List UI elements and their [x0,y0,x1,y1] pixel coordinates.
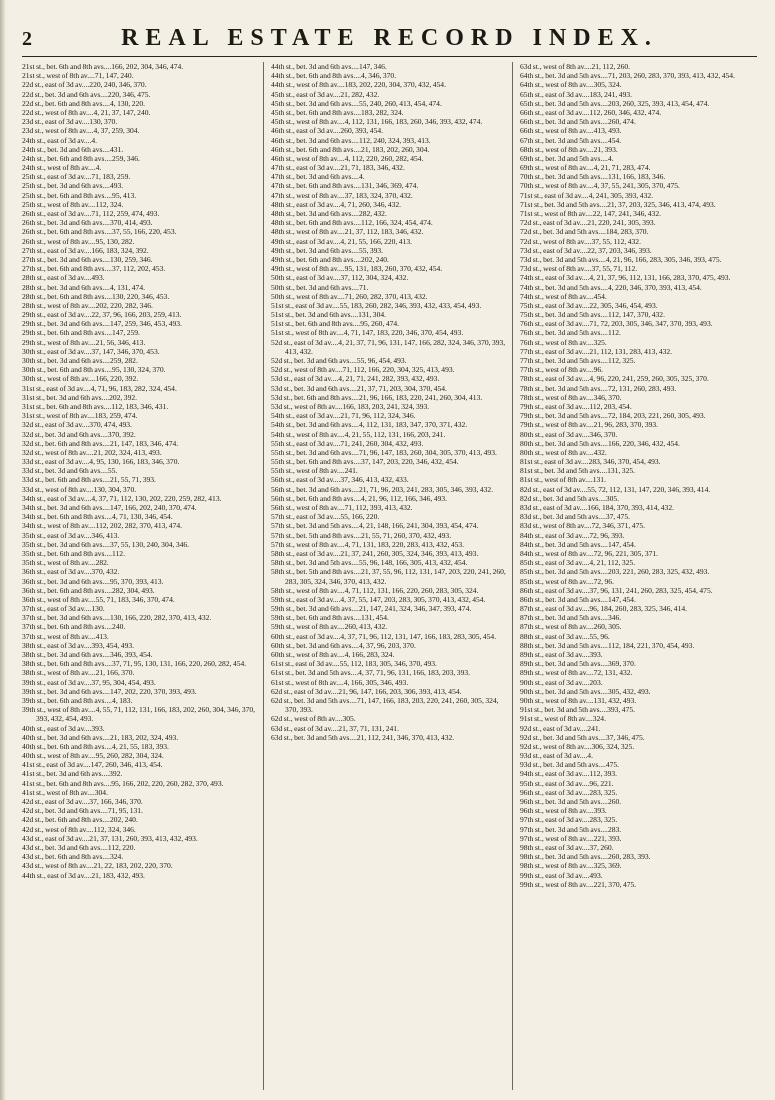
index-entry: 43d st., east of 3d av....21, 37, 131, 260, 393, 413, 432, 493. [22,833,198,843]
index-entry: 48th st., west of 8th av....21, 37, 112, 183, 346, 432. [271,227,424,237]
index-entry: 73d st., bet. 3d and 5th avs....4, 21, 96, 166, 283, 305, 346, 393, 475. [520,254,722,264]
index-entry: 39th st., bet. 3d and 6th avs....147, 202, 220, 370, 393, 493. [22,686,197,696]
index-entry: 43d st., bet. 3d and 6th avs....112, 220. [22,842,136,852]
index-entry: 96th st., west of 8th av....393. [520,806,607,816]
index-entry: 65th st., bet. 3d and 5th avs....203, 260, 325, 393, 413, 454, 474. [520,98,710,108]
index-entry: 99th st., east of 3d av....493. [520,870,603,880]
index-entry: 74th st., bet. 3d and 5th avs....4, 220, 346, 370, 393, 413, 454. [520,282,702,292]
page-number: 2 [22,28,32,50]
index-entry: 55th st., bet. 3d and 6th avs....71, 96, 147, 183, 260, 304, 305, 370, 413, 493. [271,447,497,457]
index-entry: 37th st., east of 3d av....130. [22,604,105,614]
index-entry: 25th st., bet. 6th and 8th avs....95, 413. [22,190,137,200]
index-entry: 38th st., bet. 6th and 8th avs....37, 71, 95, 130, 131, 166, 220, 260, 282, 454. [22,659,247,669]
index-entry: 85th st., east of 3d av....4, 21, 112, 325. [520,558,636,568]
index-entry: 46th st., east of 3d av....260, 393, 454. [271,126,383,136]
index-entry: 69th st., bet. 3d and 5th avs....4. [520,153,614,163]
index-entry: 92d st., west of 8th av....306, 324, 325. [520,741,635,751]
index-entry: 94th st., east of 3d av....112, 393. [520,769,618,779]
index-entry: 49th st., west of 8th av....95, 131, 183, 260, 370, 432, 454. [271,264,443,274]
index-columns [22,62,761,1090]
index-entry: 25th st., east of 3d av....71, 183, 259. [22,172,131,182]
index-entry: 26th st., east of 3d av....71, 112, 259, 474, 493. [22,209,160,218]
index-entry: 36th st., east of 3d av....370, 432. [22,567,120,577]
page-edge-shadow [0,0,6,1100]
index-entry: 88th st., east of 3d av....55, 96. [520,631,610,641]
index-entry: 34th st., west of 8th av....112, 202, 282, 370, 413, 474. [22,521,182,531]
index-entry: 32d st., west of 8th av....21, 202, 324, 413, 493. [22,447,162,457]
index-entry: 52d st., west of 8th av....71, 112, 166, 220, 304, 325, 413, 493. [271,365,455,375]
index-entry: 85th st., bet. 3d and 5th avs....203, 221, 260, 283, 325, 432, 493. [520,567,710,577]
index-entry: 46th st., west of 8th av....4, 112, 220, 260, 282, 454. [271,153,424,163]
index-entry: 42d st., west of 8th av....112, 324, 346. [22,824,136,834]
index-entry: 99th st., west of 8th av....221, 370, 475. [520,879,637,889]
index-entry: 42d st., east of 3d av....37, 166, 346, 370. [22,797,143,806]
index-entry: 41st st., bet. 3d and 6th avs....392. [22,769,123,779]
index-entry: 47th st., east of 3d av....21, 71, 183, 346, 432. [271,163,405,173]
index-entry: 51st st., bet. 6th and 8th avs....95, 260, 474. [271,319,400,329]
index-entry: 90th st., bet. 3d and 5th avs....305, 432, 493. [520,686,651,696]
index-entry: 53d st., bet. 3d and 6th avs....21, 37, 71, 203, 304, 370, 454. [271,383,447,393]
index-entry: 87th st., bet. 3d and 5th avs....346. [520,613,622,623]
index-entry: 96th st., east of 3d av....283, 325. [520,787,618,797]
index-entry: 49th st., bet. 6th and 8th avs....202, 240. [271,254,389,264]
index-entry: 88th st., bet. 3d and 5th avs....112, 184, 221, 370, 454, 493. [520,640,695,650]
index-entry: 45th st., east of 3d av....21, 282, 432. [271,89,380,99]
index-entry: 31st st., bet. 3d and 6th avs....202, 392. [22,392,138,402]
index-column-3 [512,62,761,1090]
index-entry: 58th st., bet. 3d and 5th avs....55, 96, 148, 166, 305, 413, 432, 454. [271,558,468,568]
index-entry: 61st st., east of 3d av....55, 112, 183, 305, 346, 370, 493. [271,659,437,669]
index-entry: 43d st., west of 8th av....21, 22, 183, 202, 220, 370. [22,861,173,871]
index-entry: 55th st., west of 8th av....241. [271,466,358,476]
index-entry: 97th st., bet. 3d and 5th avs....283. [520,824,622,834]
index-entry: 70th st., west of 8th av....4, 37, 55, 241, 305, 370, 475. [520,181,680,191]
index-entry: 28th st., west of 8th av....202, 220, 282, 346. [22,300,153,310]
index-entry: 41st st., east of 3d av....147, 260, 346, 413, 454. [22,760,163,770]
index-entry: 27th st., bet. 6th and 8th avs....37, 112, 202, 453. [22,264,166,274]
index-entry: 28th st., bet. 3d and 6th avs....4, 131, 474. [22,282,145,292]
index-entry: 91st st., bet. 3d and 5th avs....393, 475. [520,705,636,715]
index-entry: 53d st., east of 3d av....4, 21, 71, 241, 282, 393, 432, 493. [271,374,440,384]
index-entry: 52d st., bet. 3d and 6th avs....55, 96, 454, 493. [271,356,407,365]
index-entry: 73d st., west of 8th av....37, 55, 71, 112. [520,264,638,274]
index-entry: 76th st., east of 3d av....71, 72, 203, 305, 346, 347, 370, 393, 493. [520,319,713,329]
index-entry: 34th st., east of 3d av....4, 37, 71, 112, 130, 202, 220, 259, 282, 413. [22,493,222,503]
index-entry: 44th st., bet. 3d and 6th avs....147, 346. [271,62,387,71]
index-entry: 27th st., bet. 3d and 6th avs....130, 259, 346. [22,254,153,264]
index-entry: 22d st., west of 8th av....4, 21, 37, 147, 240. [22,107,151,117]
index-entry: 31st st., west of 8th av....183, 259, 474. [22,411,138,421]
index-entry: 23d st., east of 3d av....130, 370. [22,117,118,127]
index-entry: 21st st., bet. 6th and 8th avs....166, 202, 304, 346, 474. [22,62,184,71]
index-entry: 84th st., west of 8th av....72, 96, 221, 305, 371. [520,548,659,558]
index-entry: 66th st., bet. 3d and 5th avs....260, 474. [520,117,636,127]
index-entry: 28th st., east of 3d av....493. [22,273,105,283]
index-entry: 39th st., west of 8th av....4, 55, 71, 112, 131, 166, 183, 202, 260, 304, 346, 370, 393, 432, 454, 493. [22,705,256,724]
index-entry: 54th st., east of 3d av....21, 71, 96, 112, 324, 346. [271,411,416,421]
index-entry: 83d st., east of 3d av....166, 184, 370, 393, 414, 432. [520,503,674,512]
index-entry: 77th st., east of 3d av....21, 112, 131, 283, 413, 432. [520,346,673,356]
index-entry: 85th st., west of 8th av....72, 96. [520,576,614,586]
index-entry: 74th st., west of 8th av....454. [520,291,607,301]
index-entry: 22d st., east of 3d av....220, 240, 346, 370. [22,80,147,90]
index-entry: 78th st., bet. 3d and 5th avs....72, 131, 260, 283, 493. [520,383,677,393]
index-entry: 38th st., bet. 3d and 6th avs....346, 393, 454. [22,650,153,659]
index-entry: 40th st., bet. 6th and 8th avs....4, 21, 55, 183, 393. [22,741,169,751]
index-entry: 24th st., bet. 6th and 8th avs....259, 346. [22,153,140,163]
index-entry: 87th st., west of 8th av....260, 305. [520,622,622,632]
index-entry: 63d st., bet. 3d and 5th avs....21, 112, 241, 346, 370, 413, 432. [271,732,455,742]
index-entry: 91st st., west of 8th av....324. [520,714,606,724]
index-entry: 86th st., bet. 3d and 5th avs....147, 454. [520,594,636,604]
index-entry: 68th st., west of 8th av....21, 393. [520,144,618,154]
index-entry: 89th st., bet. 3d and 5th avs....369, 370. [520,659,636,669]
index-entry: 81st st., east of 3d av....283, 346, 370, 454, 493. [520,457,661,467]
index-entry: 80th st., west of 8th av....432. [520,447,607,457]
index-entry: 76th st., west of 8th av....325. [520,337,607,347]
index-entry: 27th st., east of 3d av....166, 183, 324, 392. [22,245,149,255]
index-entry: 51st st., bet. 3d and 6th avs....131, 304. [271,310,387,320]
index-entry: 46th st., bet. 6th and 8th avs....21, 183, 202, 260, 304. [271,144,430,154]
index-entry: 22d st., bet. 3d and 6th avs....220, 346, 475. [22,89,151,99]
index-entry: 37th st., bet. 3d and 6th avs....130, 166, 220, 282, 370, 413, 432. [22,613,212,623]
index-entry: 71st st., west of 8th av....22, 147, 241, 346, 432. [520,209,661,218]
index-entry: 61st st., bet. 3d and 5th avs....4, 37, 71, 96, 131, 166, 183, 203, 393. [271,668,470,678]
index-entry: 83d st., west of 8th av....72, 346, 371, 475. [520,521,646,531]
index-entry: 56th st., east of 3d av....37, 346, 413, 432, 433. [271,475,409,485]
index-entry: 38th st., west of 8th av....21, 166, 370. [22,668,135,678]
index-entry: 31st st., east of 3d av....4, 71, 96, 183, 282, 324, 454. [22,383,177,393]
index-column-1 [22,62,263,1090]
index-entry: 44th st., bet. 6th and 8th avs....4, 346, 370. [271,71,397,81]
index-entry: 72d st., west of 8th av....37, 55, 112, 432. [520,236,641,246]
index-entry: 60th st., west of 8th av....4, 166, 283, 324. [271,650,395,659]
index-entry: 98th st., bet. 3d and 5th avs....260, 283, 393. [520,852,651,862]
index-entry: 54th st., west of 8th av....4, 21, 55, 112, 131, 166, 203, 241. [271,429,446,439]
index-entry: 59th st., east of 3d av....4, 37, 55, 147, 203, 283, 305, 370, 413, 432, 454. [271,594,486,604]
index-entry: 72d st., bet. 3d and 5th avs....184, 283, 370. [520,227,649,237]
index-entry: 39th st., bet. 6th and 8th avs....4, 183. [22,695,133,705]
index-entry: 90th st., east of 3d av....203. [520,677,603,687]
index-entry: 47th st., bet. 3d and 6th avs....4. [271,172,365,182]
index-entry: 56th st., west of 8th av....71, 112, 393, 413, 432. [271,503,413,512]
index-entry: 41st st., bet. 6th and 8th avs....95, 166, 202, 220, 260, 282, 370, 493. [22,778,224,788]
index-entry: 69th st., west of 8th av....4, 21, 71, 283, 474. [520,163,651,173]
index-entry: 50th st., west of 8th av....71, 260, 282, 370, 413, 432. [271,291,428,301]
index-entry: 29th st., bet. 3d and 6th avs....147, 259, 346, 453, 493. [22,319,182,329]
index-entry: 29th st., bet. 6th and 8th avs....147, 259. [22,328,140,338]
index-entry: 40th st., bet. 3d and 6th avs....21, 183, 202, 324, 493. [22,732,179,742]
index-entry: 64th st., bet. 3d and 5th avs....71, 203, 260, 283, 370, 393, 413, 432, 454. [520,71,735,81]
index-entry: 84th st., east of 3d av....72, 96, 393. [520,530,625,540]
index-entry: 56th st., bet. 3d and 6th avs....21, 71, 96, 203, 241, 283, 305, 346, 393, 432. [271,484,494,494]
index-entry: 63d st., east of 3d av....21, 37, 71, 131, 241. [271,723,399,733]
index-entry: 93d st., bet. 3d and 5th avs....475. [520,760,620,770]
index-entry: 61st st., west of 8th av....4, 166, 305, 346, 493. [271,677,409,687]
index-entry: 42d st., bet. 6th and 8th avs....202, 240. [22,815,138,825]
index-entry: 24th st., bet. 3d and 6th avs....431. [22,144,124,154]
index-entry: 49th st., east of 3d av....4, 21, 55, 166, 220, 413. [271,236,412,246]
index-entry: 62d st., bet. 3d and 5th avs....71, 147, 166, 183, 203, 220, 241, 260, 305, 324, 370, 393. [271,695,499,715]
index-entry: 46th st., bet. 3d and 6th avs....112, 240, 324, 393, 413. [271,135,431,145]
index-entry: 44th st., east of 3d av....21, 183, 432, 493. [22,870,145,880]
index-entry: 40th st., east of 3d av....393. [22,723,105,733]
index-entry: 22d st., bet. 6th and 8th avs....4, 130, 220. [22,98,145,108]
page-header [22,22,757,57]
index-entry: 89th st., west of 8th av....72, 131, 432. [520,668,633,678]
index-entry: 90th st., west of 8th av....131, 432, 493. [520,695,637,705]
index-entry: 75th st., bet. 3d and 5th avs....112, 147, 370, 432. [520,310,665,320]
index-entry: 97th st., east of 3d av....283, 325. [520,815,618,825]
index-entry: 47th st., west of 8th av....37, 183, 324, 370, 432. [271,190,413,200]
index-entry: 81st st., west of 8th av....131. [520,475,606,485]
index-entry: 95th st., east of 3d av....96, 221. [520,778,614,788]
index-entry: 57th st., west of 8th av....4, 71, 131, 183, 220, 283, 413, 432, 453. [271,539,465,549]
page-title: REAL ESTATE RECORD INDEX. [121,25,658,51]
index-entry: 51st st., east of 3d av....55, 183, 260, 282, 346, 393, 432, 433, 454, 493. [271,300,482,310]
index-entry: 79th st., west of 8th av....21, 96, 283, 370, 393. [520,420,659,430]
index-column-2 [263,62,512,1090]
index-entry: 65th st., east of 3d av....183, 241, 493. [520,89,632,99]
index-entry: 60th st., bet. 3d and 6th avs....4, 37, 96, 203, 370. [271,640,416,650]
index-entry: 55th st., bet. 6th and 8th avs....37, 147, 203, 220, 346, 432, 454. [271,457,459,467]
index-entry: 86th st., east of 3d av....37, 96, 131, 241, 260, 283, 325, 454, 475. [520,585,713,595]
index-entry: 35th st., bet. 3d and 6th avs....37, 55, 130, 240, 304, 346. [22,539,190,549]
index-entry: 33d st., bet. 3d and 6th avs....55. [22,466,118,476]
index-entry: 45th st., bet. 6th and 8th avs....183, 282, 324. [271,107,404,117]
index-entry: 62d st., east of 3d av....21, 96, 147, 166, 203, 306, 393, 413, 454. [271,686,462,696]
index-entry: 24th st., east of 3d av....4. [22,135,98,145]
index-entry: 26th st., bet. 6th and 8th avs....37, 55, 166, 220, 453. [22,227,177,237]
index-entry: 54th st., bet. 3d and 6th avs....4, 112, 131, 183, 347, 370, 371, 432. [271,420,468,430]
index-entry: 55th st., east of 3d av....71, 241, 260, 304, 432, 493. [271,438,424,448]
index-entry: 83d st., bet. 3d and 5th avs....37, 475. [520,512,630,522]
index-entry: 51st st., west of 8th av....4, 71, 147, 183, 220, 346, 370, 454, 493. [271,328,464,338]
index-entry: 32d st., east of 3d av....370, 474, 493. [22,420,132,430]
index-entry: 71st st., east of 3d av....4, 241, 305, 393, 432. [520,190,654,200]
index-entry: 35th st., west of 8th av....282. [22,558,109,568]
index-entry: 26th st., west of 8th av....95, 130, 282. [22,236,135,246]
index-entry: 59th st., bet. 3d and 6th avs....21, 147, 241, 324, 346, 347, 393, 474. [271,604,472,614]
index-entry: 24th st., west of 8th av....4. [22,163,102,173]
index-entry: 48th st., east of 3d av....4, 71, 260, 346, 432. [271,199,402,209]
index-entry: 25th st., bet. 3d and 6th avs....493. [22,181,124,191]
index-entry: 50th st., bet. 3d and 6th avs....71. [271,282,369,292]
index-entry: 33d st., west of 8th av....130, 304, 370. [22,484,137,494]
index-entry: 41st st., west of 8th av....304. [22,787,108,797]
index-entry: 64th st., west of 8th av....305, 324. [520,80,622,90]
index-entry: 37th st., west of 8th av....413. [22,631,109,641]
index-entry: 35th st., bet. 6th and 8th avs....112. [22,548,125,558]
index-entry: 92d st., bet. 3d and 5th avs....37, 346, 475. [520,732,645,742]
index-entry: 67th st., bet. 3d and 5th avs....454. [520,135,622,145]
index-entry: 70th st., bet. 3d and 5th avs....131, 166, 183, 346. [520,172,666,182]
index-entry: 34th st., bet. 3d and 6th avs....147, 166, 202, 240, 370, 474. [22,503,197,512]
index-entry: 71st st., bet. 3d and 5th avs....21, 37, 203, 325, 346, 413, 474, 493. [520,199,716,209]
index-entry: 48th st., bet. 6th and 8th avs....112, 166, 324, 454, 474. [271,218,433,228]
index-entry: 29th st., west of 8th av....21, 56, 346, 413. [22,337,146,347]
index-entry: 80th st., east of 3d av....346, 370. [520,429,618,439]
index-entry: 53d st., bet. 6th and 8th avs....21, 96, 166, 183, 220, 241, 260, 304, 413. [271,392,483,402]
index-entry: 66th st., west of 8th av....413, 493. [520,126,622,136]
index-entry: 58th st., west of 8th av....4, 71, 112, 131, 166, 220, 260, 283, 305, 324. [271,585,479,595]
index-entry: 32d st., bet. 3d and 6th avs....370, 392. [22,429,136,439]
index-entry: 45th st., west of 8th av....4, 112, 131, 166, 183, 260, 346, 393, 432, 474. [271,117,483,127]
index-entry: 39th st., east of 3d av....37, 95, 304, 454, 493. [22,677,156,687]
index-entry: 30th st., bet. 3d and 6th avs....259, 282. [22,356,138,365]
index-entry: 36th st., bet. 6th and 8th avs....282, 304, 493. [22,585,155,595]
index-entry: 31st st., bet. 6th and 8th avs....112, 183, 346, 431. [22,401,169,411]
index-entry: 35th st., east of 3d av....346, 413. [22,530,120,540]
index-entry: 72d st., east of 3d av....21, 220, 241, 305, 393. [520,218,656,228]
index-entry: 58th st., east of 3d av....21, 37, 241, 260, 305, 324, 346, 393, 413, 493. [271,548,479,558]
index-entry: 89th st., east of 3d av....393. [520,650,603,659]
index-entry: 87th st., east of 3d av....96, 184, 260, 283, 325, 346, 414. [520,604,688,614]
index-entry: 53d st., west of 8th av....166, 183, 203, 241, 324, 393. [271,401,430,411]
index-entry: 30th st., bet. 6th and 8th avs....95, 130, 324, 370. [22,365,166,375]
index-entry: 25th st., west of 8th av....112, 324. [22,199,124,209]
index-entry: 40th st., west of 8th av....95, 260, 282, 304, 324. [22,751,164,761]
index-entry: 77th st., west of 8th av....96. [520,365,604,375]
index-entry: 48th st., bet. 3d and 6th avs....282, 432. [271,209,387,218]
index-entry: 33d st., bet. 6th and 8th avs....21, 55, 71, 393. [22,475,156,485]
index-entry: 37th st., bet. 6th and 8th avs....240. [22,622,126,632]
index-entry: 26th st., bet. 3d and 6th avs....370, 414, 493. [22,218,153,228]
index-entry: 33d st., east of 3d av....4, 95, 130, 166, 183, 346, 370. [22,457,180,467]
index-entry: 28th st., bet. 6th and 8th avs....130, 220, 346, 453. [22,291,170,301]
index-entry: 59th st., bet. 6th and 8th avs....131, 454. [271,613,389,623]
index-entry: 98th st., east of 3d av....37, 260. [520,842,614,852]
index-entry: 82d st., bet. 3d and 5th avs....305. [520,493,620,503]
index-entry: 73d st., east of 3d av....22, 37, 203, 346, 393. [520,245,652,255]
index-entry: 77th st., bet. 3d and 5th avs....112, 325. [520,356,636,365]
index-entry: 44th st., west of 8th av....183, 202, 220, 304, 370, 432, 454. [271,80,446,90]
index-entry: 23d st., west of 8th av....4, 37, 259, 304. [22,126,140,136]
index-entry: 62d st., west of 8th av....305. [271,714,356,724]
index-entry: 52d st., east of 3d av....4, 21, 37, 71, 96, 131, 147, 166, 282, 324, 346, 370, 393, 413, 432. [271,337,506,356]
index-entry: 49th st., bet. 3d and 6th avs....55, 393. [271,245,384,255]
index-entry: 30th st., east of 3d av....37, 147, 346, 370, 453. [22,346,160,356]
index-entry: 60th st., east of 3d av....4, 37, 71, 96, 112, 131, 147, 166, 183, 283, 305, 454. [271,631,497,641]
index-entry: 74th st., east of 3d av....4, 21, 37, 96, 112, 131, 166, 283, 370, 475, 493. [520,273,731,283]
index-entry: 82d st., east of 3d av....55, 72, 112, 131, 147, 220, 346, 393, 414. [520,484,711,494]
index-entry: 97th st., west of 8th av....221, 393. [520,833,622,843]
index-entry: 43d st., bet. 6th and 8th avs....324. [22,852,124,862]
index-entry: 96th st., bet. 3d and 5th avs....260. [520,797,622,806]
index-entry: 57th st., east of 3d av....55, 166, 220. [271,512,380,522]
index-entry: 63d st., west of 8th av....21, 112, 260. [520,62,631,71]
index-entry: 50th st., east of 3d av....37, 112, 304, 324, 432. [271,273,409,283]
index-entry: 36th st., bet. 3d and 6th avs....95, 370, 393, 413. [22,576,164,586]
index-entry: 66th st., east of 3d av....112, 260, 346, 432, 474. [520,107,662,117]
index-entry: 45th st., bet. 3d and 6th avs....55, 240, 260, 413, 454, 474. [271,98,442,108]
index-entry: 58th st., bet. 5th and 8th avs....21, 37, 55, 96, 112, 131, 147, 203, 220, 241, 260, 283, 305, 324, 346, 370, 413, 432. [271,567,506,586]
index-entry: 84th st., bet. 3d and 5th avs....147, 454. [520,539,636,549]
index-entry: 21st st., west of 8th av....71, 147, 240. [22,71,134,81]
index-entry: 29th st., east of 3d av....22, 37, 96, 166, 203, 259, 413. [22,310,182,320]
index-entry: 81st st., bet. 3d and 5th avs....131, 325. [520,466,636,476]
index-entry: 57th st., bet. 3d and 5th avs....4, 21, 148, 166, 241, 304, 393, 454, 474. [271,521,479,531]
index-entry: 79th st., bet. 3d and 5th avs....72, 184, 203, 221, 260, 305, 493. [520,411,706,421]
index-entry: 36th st., west of 8th av....55, 71, 183, 346, 370, 474. [22,594,175,604]
index-entry: 78th st., west of 8th av....346, 370. [520,392,622,402]
index-entry: 76th st., bet. 3d and 5th avs....112. [520,328,621,338]
index-entry: 56th st., bet. 6th and 8th avs....4, 21, 96, 112, 166, 346, 493. [271,493,448,503]
index-entry: 59th st., west of 8th av....260, 413, 432. [271,622,388,632]
index-entry: 30th st., west of 8th av....166, 220, 392. [22,374,139,384]
index-entry: 80th st., bet. 3d and 5th avs....166, 220, 346, 432, 454. [520,438,680,448]
index-entry: 75th st., east of 3d av....22, 305, 346, 454, 493. [520,300,658,310]
index-entry: 34th st., bet. 6th and 8th avs....4, 71, 130, 346, 454. [22,512,173,522]
index-entry: 93d st., east of 3d av....4. [520,751,593,761]
index-entry: 98th st., west of 8th av....325, 369. [520,861,622,871]
index-entry: 32d st., bet. 6th and 8th avs....21, 147, 183, 346, 474. [22,438,179,448]
index-entry: 79th st., east of 3d av....112, 203, 454. [520,401,632,411]
index-entry: 47th st., bet. 6th and 8th avs....131, 346, 369, 474. [271,181,419,191]
index-entry: 38th st., east of 3d av....393, 454, 493. [22,640,134,650]
index-entry: 78th st., east of 3d av....4, 96, 220, 241, 259, 260, 305, 325, 370. [520,374,709,384]
index-entry: 42d st., bet. 3d and 6th avs....71, 95, 131. [22,806,143,816]
index-entry: 92d st., east of 3d av....241. [520,723,601,733]
index-entry: 57th st., bet. 5th and 8th avs....21, 55, 71, 260, 370, 432, 493. [271,530,452,540]
